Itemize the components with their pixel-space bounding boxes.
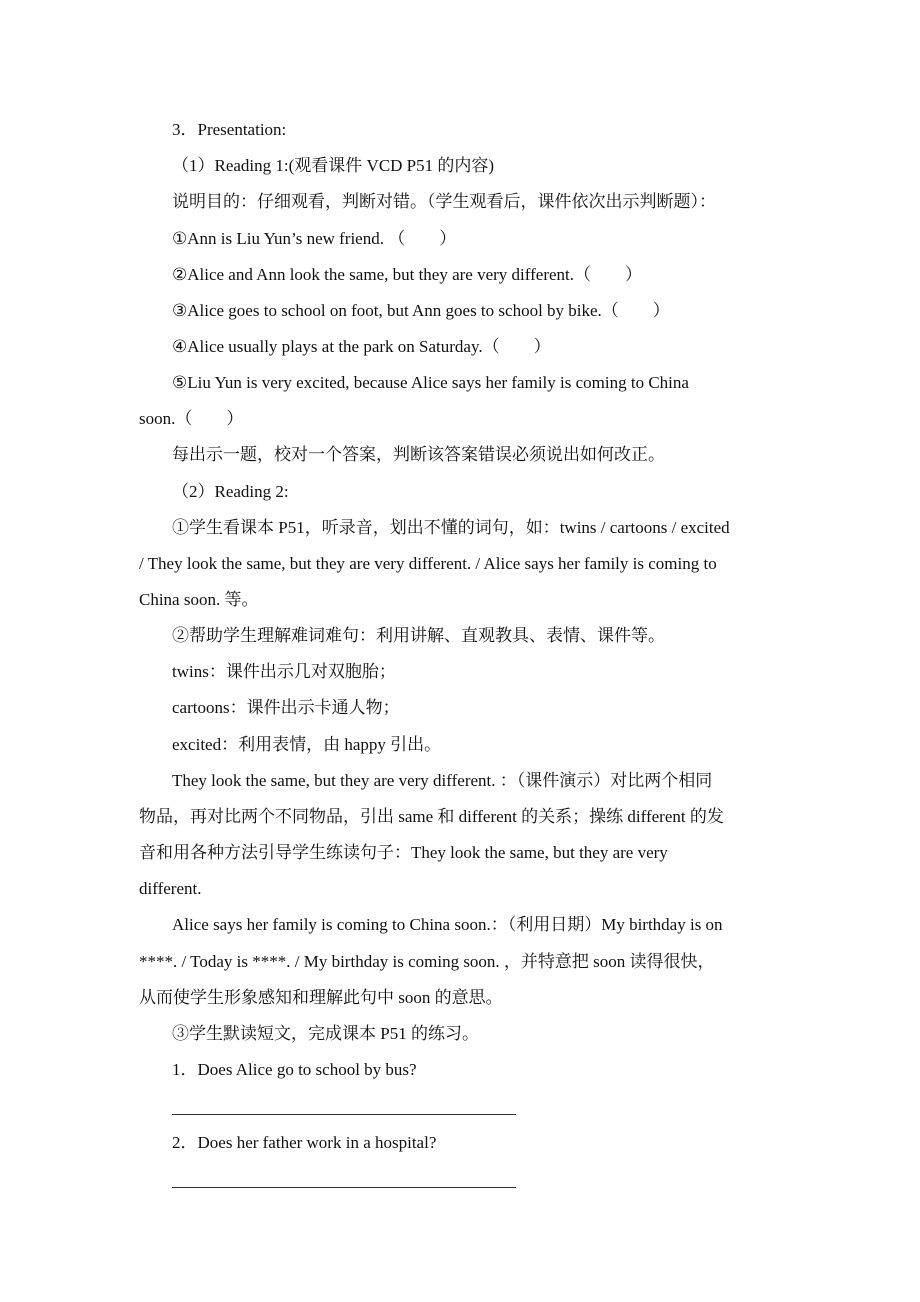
same-para-line2: 物品，再对比两个不同物品，引出 same 和 different 的关系；操练 different 的发 (139, 807, 724, 826)
same-para-line4: different. (139, 879, 202, 898)
reading2-title: （2）Reading 2: (172, 482, 289, 501)
question-1: 1．Does Alice go to school by bus? (172, 1060, 417, 1079)
reading1-title: （1）Reading 1:(观看课件 VCD P51 的内容) (172, 156, 495, 175)
r2-step1-line1: ①学生看课本 P51，听录音，划出不懂的词句，如：twins / cartoons / excited (172, 518, 730, 537)
same-para-line3: 音和用各种方法引导学生练读句子：They look the same, but they are very (139, 843, 668, 862)
soon-para-line2: ****. / Today is ****. / My birthday is coming soon. ，并特意把 soon 读得很快， (139, 952, 715, 971)
twins-line: twins：课件出示几对双胞胎； (172, 662, 396, 681)
r2-step3: ③学生默读短文，完成课本 P51 的练习。 (172, 1024, 479, 1043)
tf-item-3: ③Alice goes to school on foot, but Ann goes to school by bike.（ ） (172, 301, 670, 320)
tf-item-2: ②Alice and Ann look the same, but they are very different.（ ） (172, 265, 643, 284)
r2-step1-line2: / They look the same, but they are very different. / Alice says her family is coming to (139, 554, 717, 573)
answer-line-2 (172, 1187, 516, 1188)
purpose-text: 说明目的：仔细观看，判断对错。（学生观看后，课件依次出示判断题）： (172, 192, 716, 211)
tf-item-5-line2: soon.（ ） (139, 409, 244, 428)
section-heading: 3．Presentation: (172, 120, 287, 139)
answer-line-1 (172, 1114, 516, 1115)
r2-step1-line3: China soon. 等。 (139, 590, 259, 609)
r2-step2: ②帮助学生理解难词难句：利用讲解、直观教具、表情、课件等。 (172, 626, 665, 645)
tf-item-1: ①Ann is Liu Yun’s new friend. （ ） (172, 229, 457, 248)
same-para-line1: They look the same, but they are very different. ：（课件演示）对比两个相同 (172, 771, 713, 790)
excited-line: excited：利用表情，由 happy 引出。 (172, 735, 442, 754)
soon-para-line3: 从而使学生形象感知和理解此句中 soon 的意思。 (139, 988, 503, 1007)
cartoons-line: cartoons：课件出示卡通人物； (172, 698, 400, 717)
check-note: 每出示一题，校对一个答案，判断该答案错误必须说出如何改正。 (172, 445, 665, 464)
tf-item-4: ④Alice usually plays at the park on Saturday.（ ） (172, 337, 551, 356)
question-2: 2．Does her father work in a hospital? (172, 1133, 437, 1152)
soon-para-line1: Alice says her family is coming to China soon.：（利用日期）My birthday is on (172, 915, 723, 934)
tf-item-5-line1: ⑤Liu Yun is very excited, because Alice says her family is coming to China (172, 373, 689, 392)
